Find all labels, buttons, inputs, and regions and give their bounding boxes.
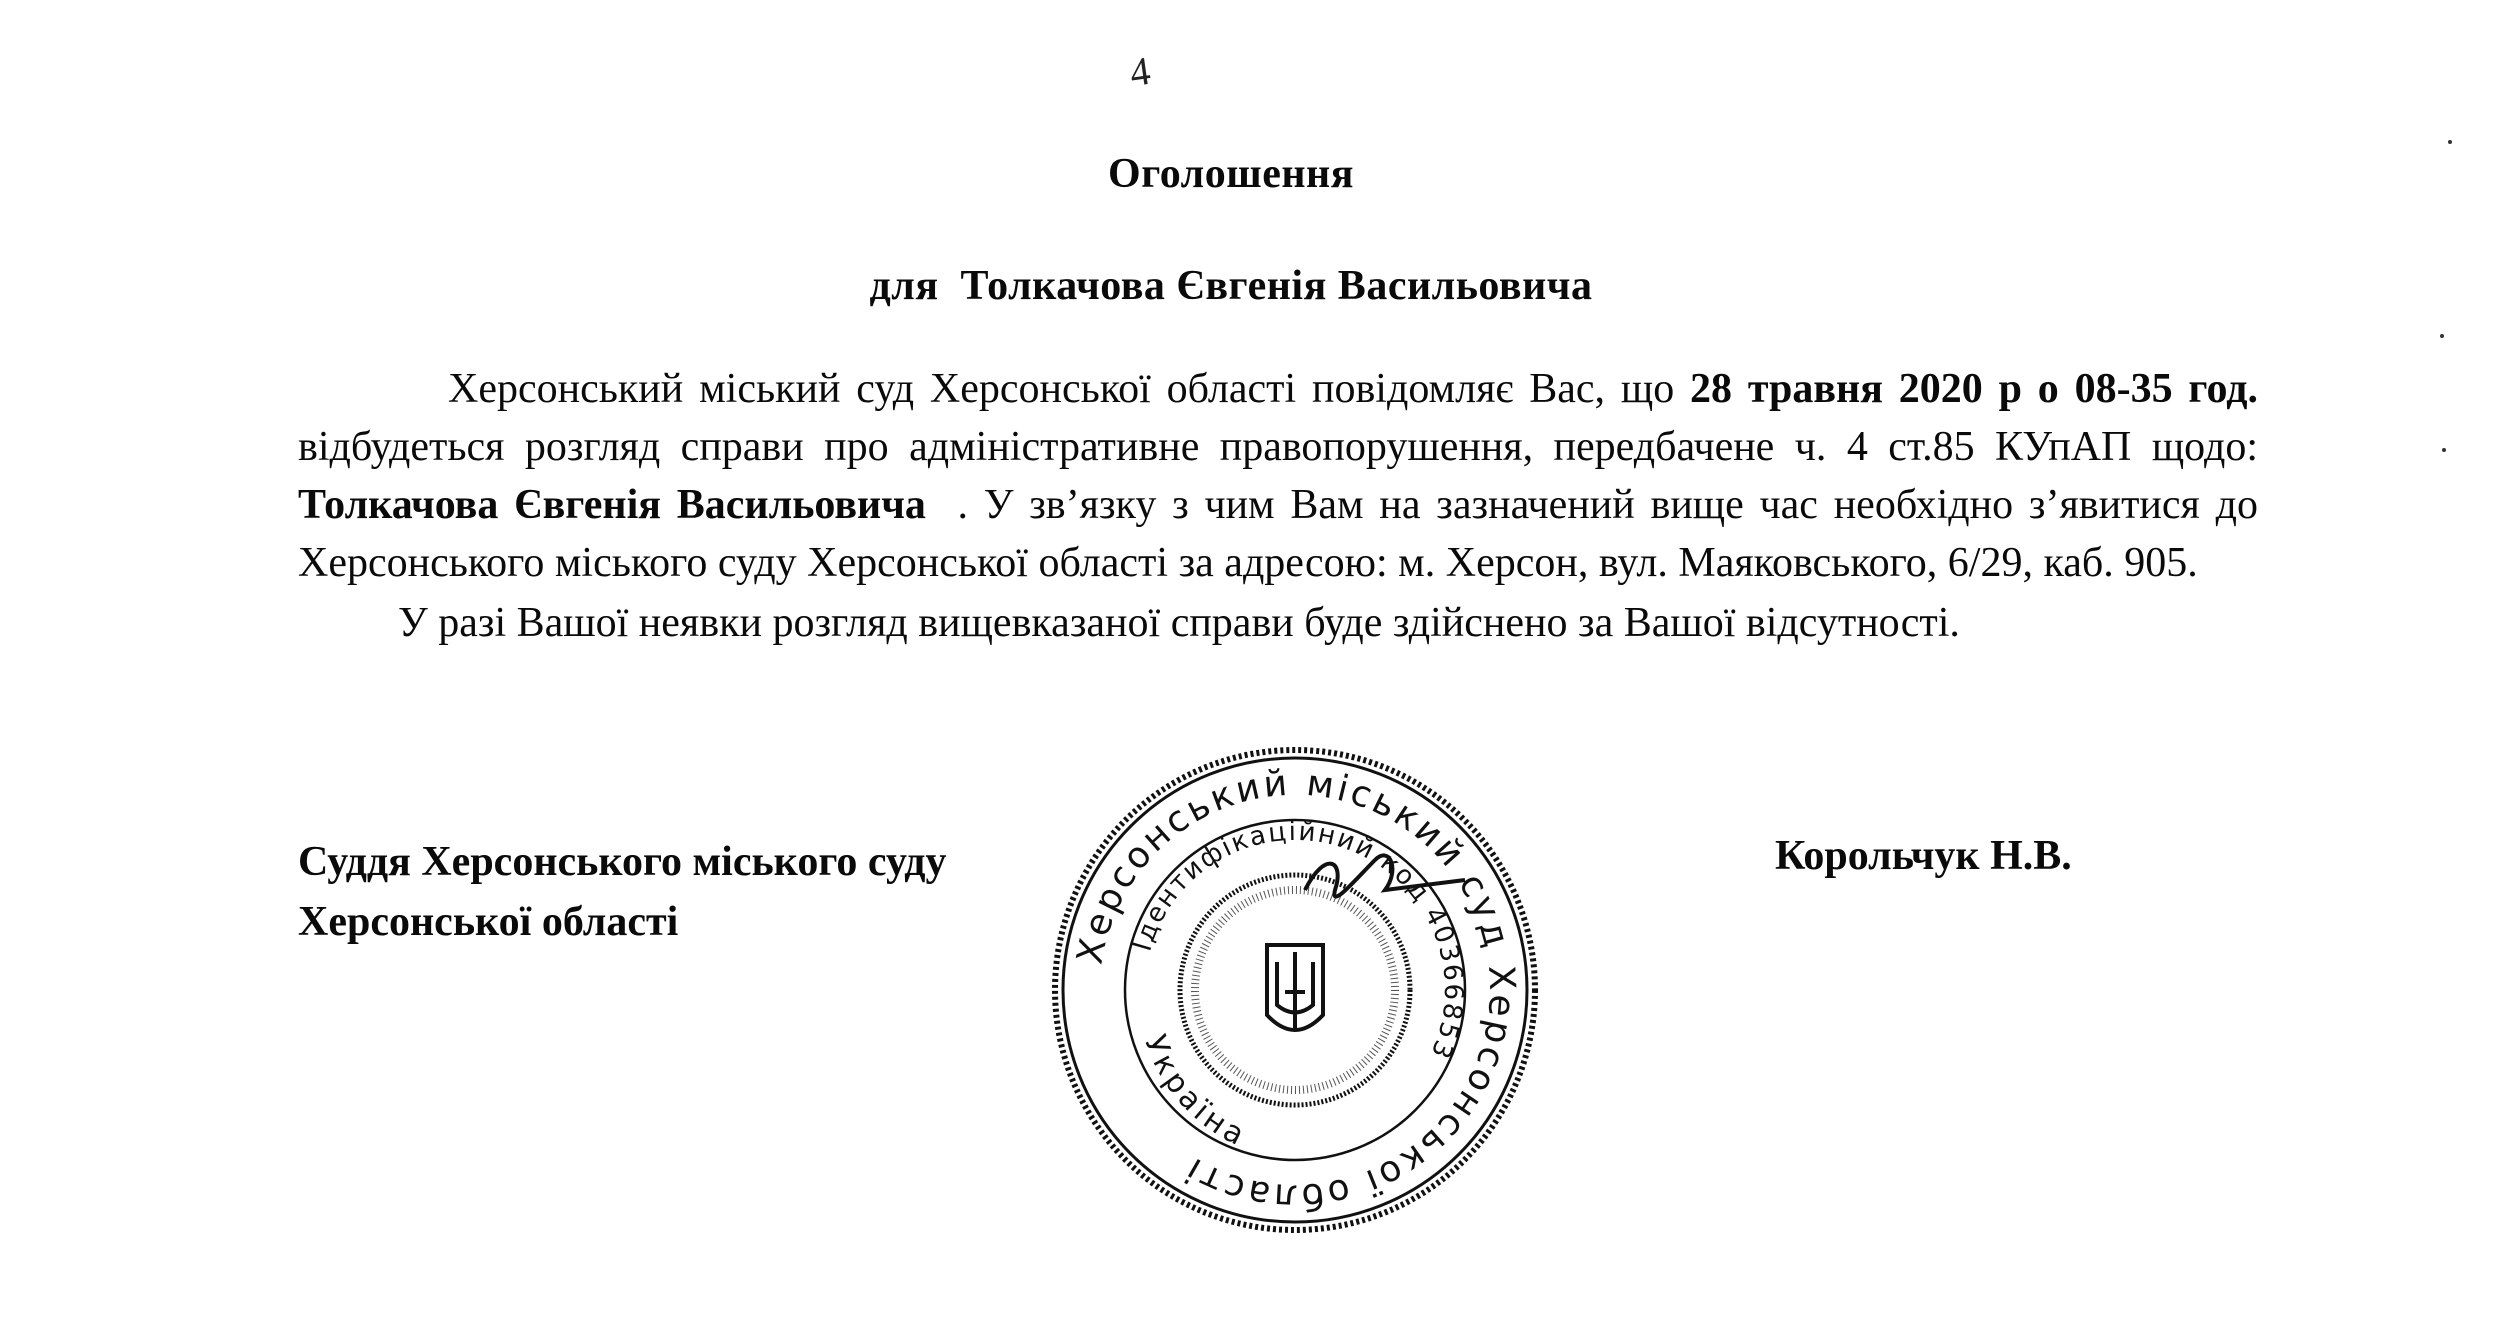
handwritten-page-mark: 4 xyxy=(1126,47,1154,96)
notice-paragraph-2: У разі Вашої неявки розгляд вищевказаної справи буде здійснено за Вашої відсутності. xyxy=(398,600,1960,646)
scan-speck xyxy=(2442,448,2446,452)
scan-speck xyxy=(2448,140,2452,144)
defendant-name: Толкачова Євгенія Васильовича xyxy=(298,482,926,528)
document-subtitle: для Толкачова Євгенія Васильовича xyxy=(869,263,1593,309)
document-title: Оголошення xyxy=(1108,151,1354,197)
court-seal xyxy=(1045,740,1545,1240)
notice-body xyxy=(298,360,2269,652)
seal-bottom-text: Україна xyxy=(1137,1030,1254,1155)
seal-outer-text: Херсонський міський суд Херсонської області xyxy=(1069,762,1523,1218)
scan-speck xyxy=(2440,334,2444,338)
trident-emblem-icon xyxy=(1267,945,1323,1030)
hearing-datetime: 28 травня 2020 р о 08-35 год. xyxy=(1690,366,2258,412)
judge-position-line-1: Суддя Херсонського міського суду xyxy=(298,839,947,885)
paragraph-text: Херсонський міський суд Херсонської області повідомляє Вас, що xyxy=(448,366,1691,412)
judge-position-line-2: Херсонської області xyxy=(298,899,679,945)
judge-name: Корольчук Н.В. xyxy=(1775,833,2072,879)
notice-paragraph-1 xyxy=(298,360,2269,592)
seal-inner-text: Ідентифікаційний код 40366853 xyxy=(1127,816,1469,1065)
paragraph-text: відбудеться розгляд справи про адміністративне правопорушення, передбачене ч. 4 ст.85 КУпАП щодо: xyxy=(298,424,2258,470)
judge-position xyxy=(298,832,947,952)
paragraph-text: . У зв’язку з чим Вам на зазначений вище час необхідно з’явитися до Херсонського міського суду Херсонської області за адресою: м. Херсон, вул. Маяковського, 6/29, каб. 905. xyxy=(298,482,2269,586)
